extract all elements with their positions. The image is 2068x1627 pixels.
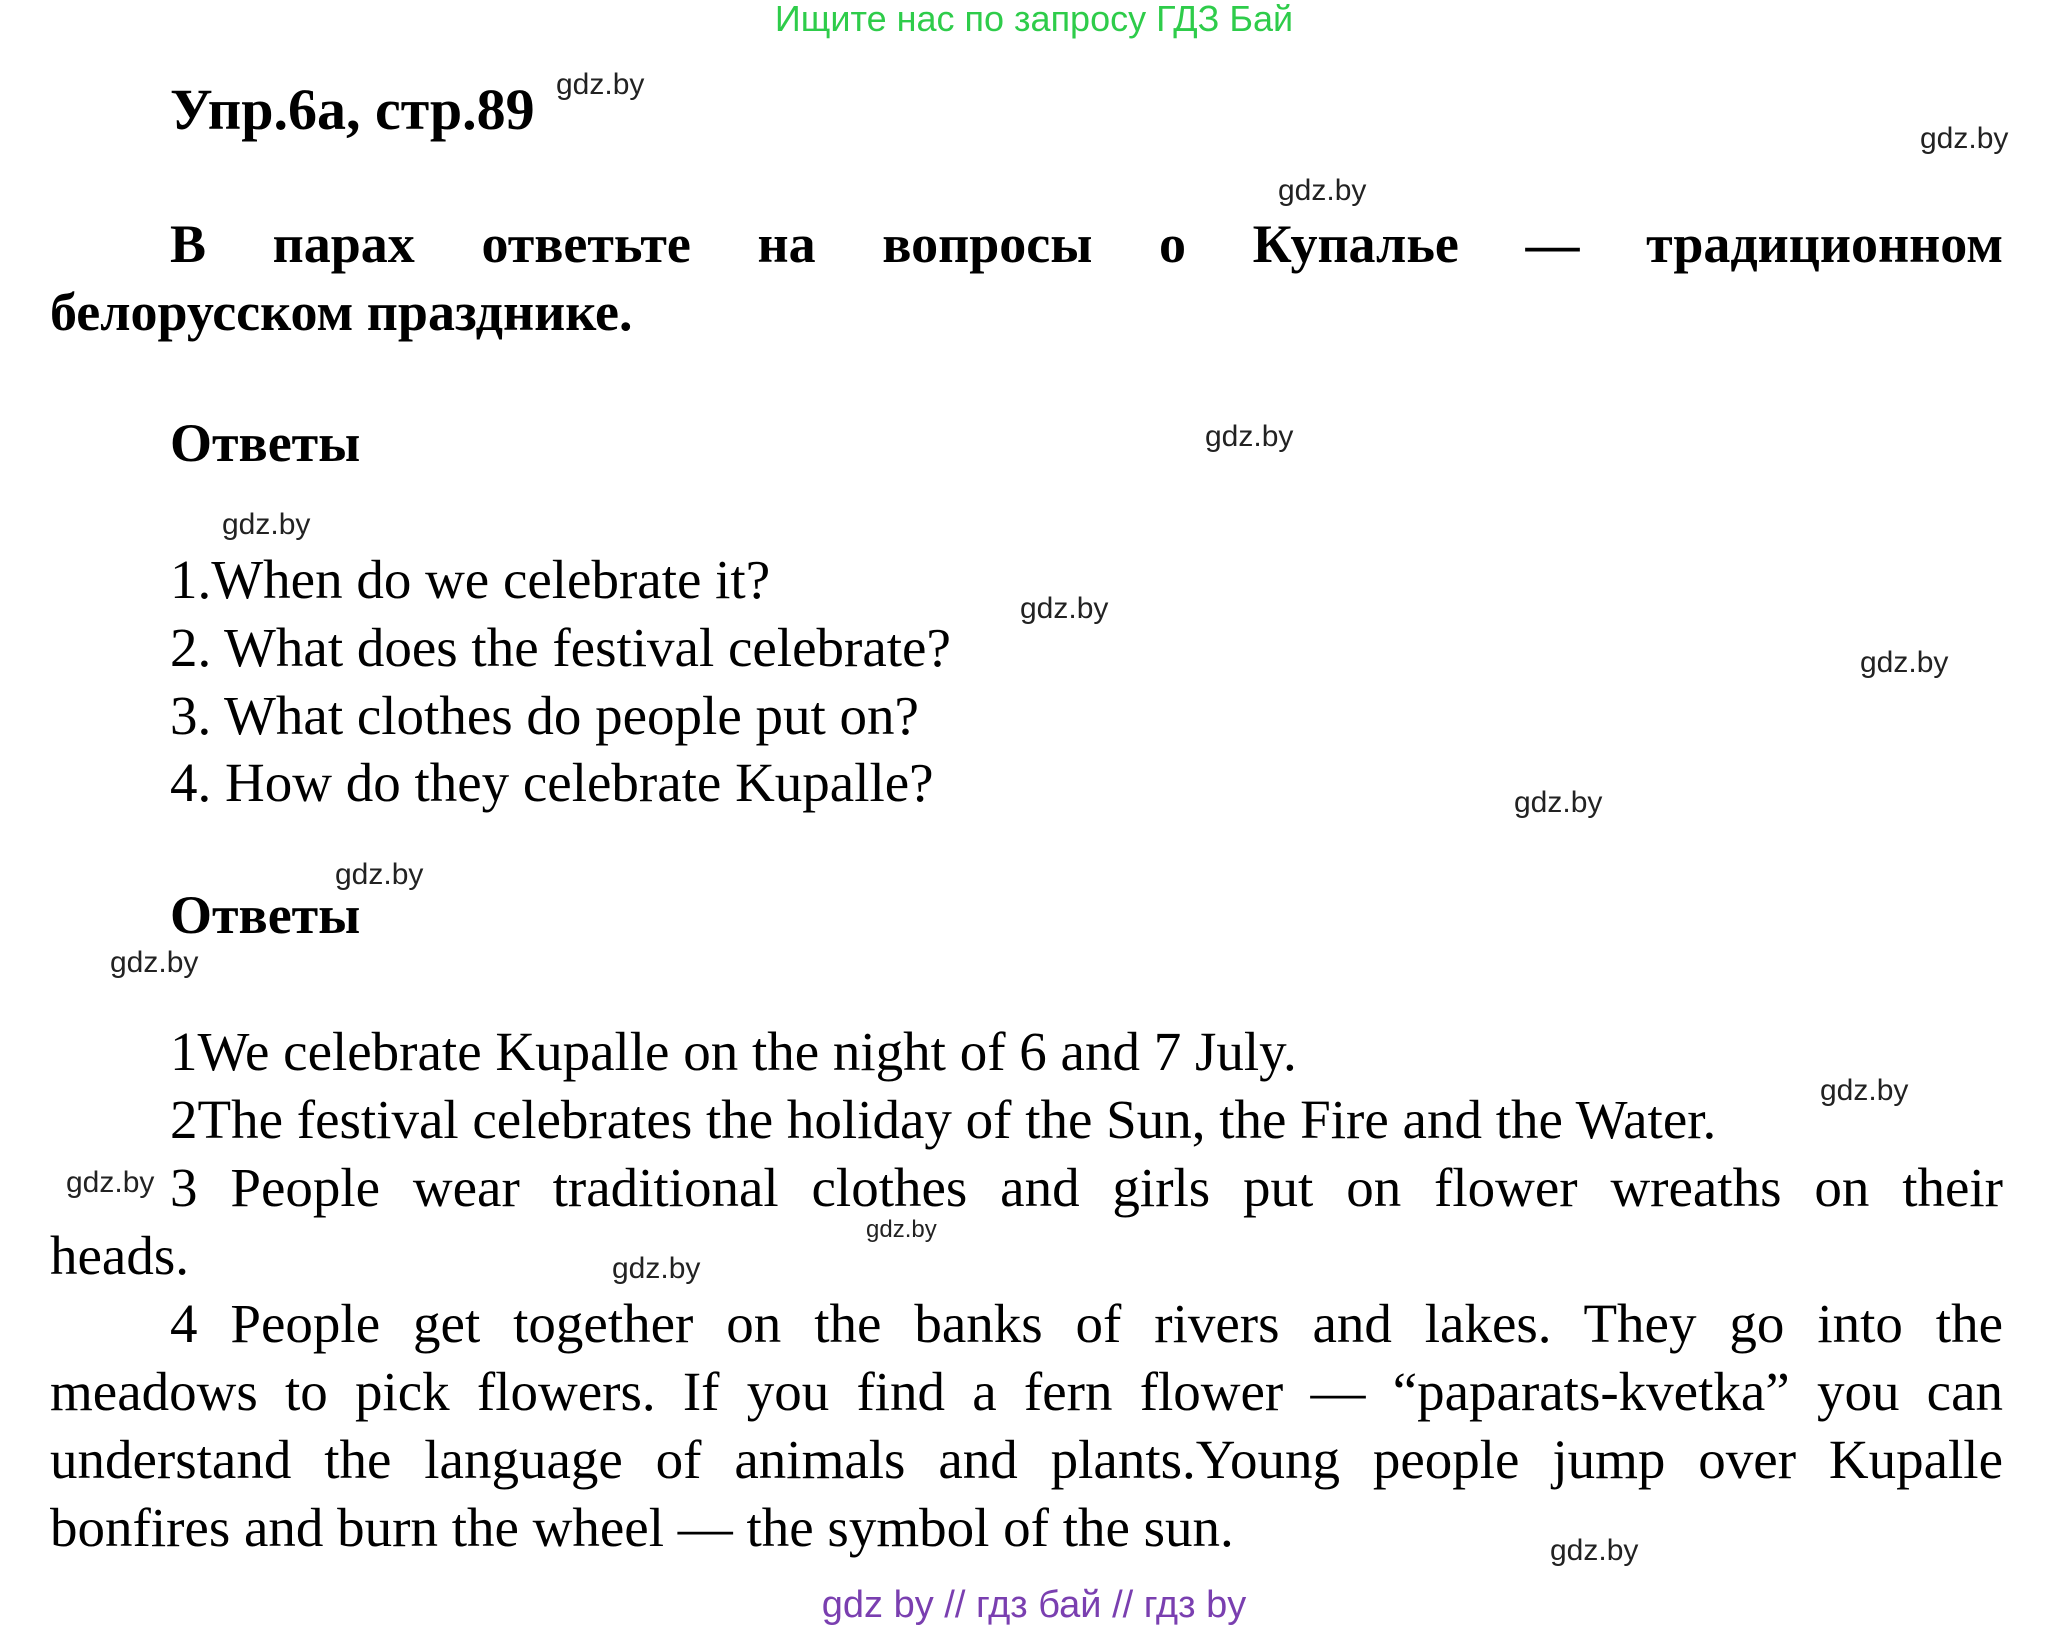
task-line-2: белорусском празднике.: [50, 282, 633, 342]
watermark: gdz.by: [222, 508, 311, 541]
question-4: 4. How do they celebrate Kupalle?: [170, 752, 934, 813]
questions-heading: Ответы: [170, 413, 361, 473]
page-title: Упр.6а, стр.89: [170, 77, 535, 142]
footer-links: gdz by // гдз бай // гдз by: [821, 1584, 1247, 1626]
task-statement: [50, 210, 2003, 346]
watermark: gdz.by: [1514, 786, 1603, 819]
question-3: 3. What clothes do people put on?: [170, 685, 919, 746]
watermark: gdz.by: [612, 1252, 701, 1285]
answer-4-line-4: bonfires and burn the wheel — the symbol of the sun.: [50, 1497, 1234, 1558]
watermark: gdz.by: [556, 68, 645, 101]
top-banner: Ищите нас по запросу ГДЗ Бай: [774, 0, 1294, 39]
answer-2: 2The festival celebrates the holiday of the Sun, the Fire and the Water.: [170, 1089, 1717, 1150]
watermark: gdz.by: [1860, 646, 1949, 679]
watermark: gdz.by: [1920, 122, 2009, 155]
watermark: gdz.by: [1020, 592, 1109, 625]
question-2: 2. What does the festival celebrate?: [170, 617, 951, 678]
watermark: gdz.by: [335, 858, 424, 891]
answer-1: 1We celebrate Kupalle on the night of 6 and 7 July.: [170, 1021, 1297, 1082]
watermark: gdz.by: [110, 946, 199, 979]
watermark: gdz.by: [1205, 420, 1294, 453]
answer-3-line-1: 3 People wear traditional clothes and girls put on flower wreaths on their: [170, 1157, 2003, 1218]
answers-block: [50, 1018, 2003, 1562]
watermark: gdz.by: [1278, 174, 1367, 207]
watermark: gdz.by: [66, 1166, 155, 1199]
answer-4-line-1: 4 People get together on the banks of rivers and lakes. They go into the: [170, 1293, 2003, 1354]
answer-4-line-3: understand the language of animals and plants.Young people jump over Kupalle: [50, 1429, 2003, 1490]
answers-heading: Ответы: [170, 885, 361, 945]
task-line-1: В парах ответьте на вопросы о Купалье — традиционном: [170, 214, 2003, 274]
question-1: 1.When do we celebrate it?: [170, 549, 771, 610]
answer-4-line-2: meadows to pick flowers. If you find a fern flower — “paparats-kvetka” you can: [50, 1361, 2003, 1422]
watermark: gdz.by: [1820, 1074, 1909, 1107]
watermark: gdz.by: [1550, 1534, 1639, 1567]
answer-3-line-2: heads.: [50, 1225, 189, 1286]
watermark: gdz.by: [866, 1216, 937, 1243]
